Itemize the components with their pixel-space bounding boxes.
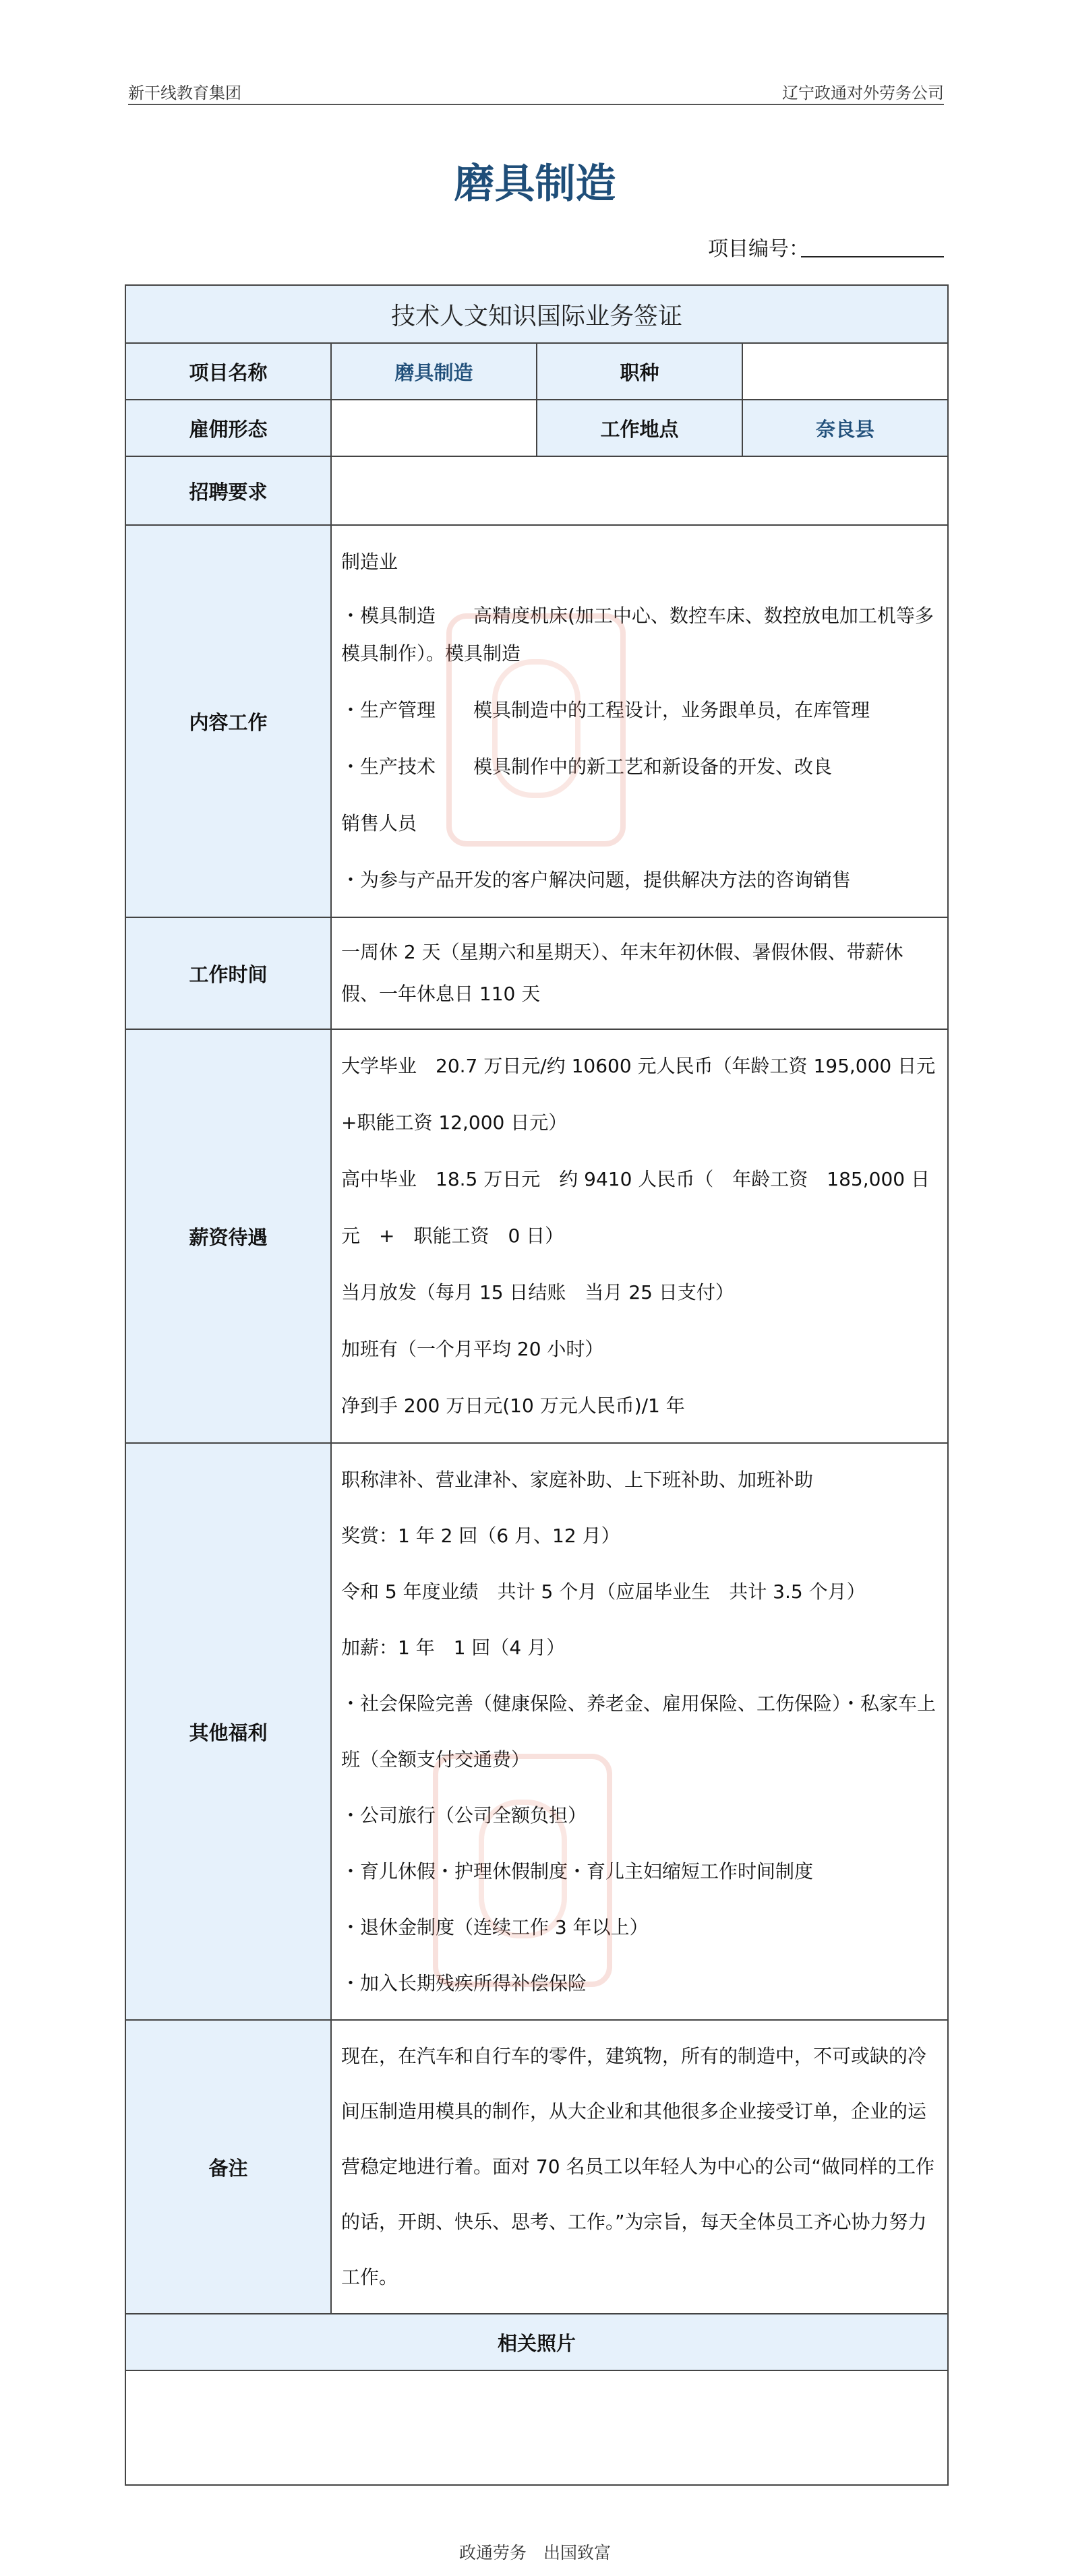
project-no-label: 项目编号： [708, 237, 809, 261]
cert-type: 技术人文知识国际业务签证 [125, 285, 948, 343]
list-item: 当月放发（每月 15 日结账 当月 25 日支付） [341, 1281, 734, 1304]
work-content-label: 内容工作 [125, 525, 331, 917]
list-item: ・生产技术 模具制作中的新工艺和新设备的开发、改良 [341, 756, 833, 778]
header-left-org: 新干线教育集团 [128, 84, 241, 102]
page-title: 磨具制造 [454, 160, 616, 208]
list-item: 大学毕业 20.7 万日元/约 10600 元人民币（年龄工资 195,000 日元+职能工资 12,000 日元） [341, 1055, 936, 1134]
list-item: 制造业 [341, 551, 398, 573]
location-value: 奈良县 [742, 400, 948, 456]
work-time-value: 一周休 2 天（星期六和星期天）、年末年初休假、暑假休假、带薪休假、一年休息日 110 天 [331, 917, 948, 1029]
photos-area [125, 2370, 948, 2485]
photos-row [125, 2370, 948, 2485]
remarks-label: 备注 [125, 2020, 331, 2314]
table-row [125, 1029, 948, 1443]
welfare-label: 其他福利 [125, 1443, 331, 2020]
table-row [125, 343, 948, 400]
job-type-label: 职种 [537, 343, 742, 400]
salary-label: 薪资待遇 [125, 1029, 331, 1443]
work-time-label: 工作时间 [125, 917, 331, 1029]
photos-label: 相关照片 [125, 2314, 948, 2370]
employment-label: 雇佣形态 [125, 400, 331, 456]
salary-value [331, 1029, 948, 1443]
list-item: 加薪：1 年 1 回（4 月） [341, 1636, 566, 1659]
table-row [125, 456, 948, 525]
header-right-org: 辽宁政通对外劳务公司 [782, 84, 944, 102]
list-item: ・加入长期残疾所得补偿保险 [341, 1972, 587, 1994]
list-item: ・退休金制度（连续工作 3 年以上） [341, 1916, 649, 1938]
table-row [125, 525, 948, 917]
list-item: 加班有（一个月平均 20 小时） [341, 1338, 604, 1360]
page-footer: 政通劳务 出国致富 [458, 2543, 611, 2563]
table-row [125, 400, 948, 456]
employment-value [331, 400, 537, 456]
recruit-value [331, 456, 948, 525]
list-item: ・为参与产品开发的客户解决问题，提供解决方法的咨询销售 [341, 869, 852, 891]
list-item: 奖赏：1 年 2 回（6 月、12 月） [341, 1525, 620, 1547]
welfare-value [331, 1443, 948, 2020]
project-name-value: 磨具制造 [331, 343, 537, 400]
location-label: 工作地点 [537, 400, 742, 456]
page-header [128, 75, 944, 105]
job-info-table [125, 284, 949, 2486]
photos-header-row [125, 2314, 948, 2370]
table-row [125, 917, 948, 1029]
project-no-blank [801, 256, 944, 257]
list-item: 净到手 200 万日元(10 万元人民币)/1 年 [341, 1394, 685, 1417]
list-item: ・公司旅行（公司全额负担） [341, 1804, 587, 1827]
table-row [125, 1443, 948, 2020]
list-item: ・生产管理 模具制造中的工程设计，业务跟单员，在库管理 [341, 699, 870, 721]
list-item: 令和 5 年度业绩 共计 5 个月（应届毕业生 共计 3.5 个月） [341, 1581, 866, 1603]
list-item: 职称津补、营业津补、家庭补助、上下班补助、加班补助 [341, 1469, 814, 1491]
cert-row [125, 285, 948, 343]
project-name-label: 项目名称 [125, 343, 331, 400]
work-content-value [331, 525, 948, 917]
list-item: 销售人员 [341, 812, 417, 834]
list-item: 高中毕业 18.5 万日元 约 9410 人民币（ 年龄工资 185,000 日元 + 职能工资 0 日） [341, 1168, 930, 1247]
recruit-label: 招聘要求 [125, 456, 331, 525]
list-item: ・育儿休假・护理休假制度・育儿主妇缩短工作时间制度 [341, 1860, 814, 1882]
job-type-value [742, 343, 948, 400]
table-row [125, 2020, 948, 2314]
list-item: ・社会保险完善（健康保险、养老金、雇用保险、工伤保险）・私家车上班（全额支付交通费） [341, 1692, 937, 1771]
remarks-value: 现在，在汽车和自行车的零件，建筑物，所有的制造中，不可或缺的冷间压制造用模具的制作，从大企业和其他很多企业接受订单，企业的运营稳定地进行着。面对 70 名员工以年轻人为中心的公司“做同样的工作的话，开朗、快乐、思考、工作。”为宗旨，每天全体员工齐心协力努力工作。 [331, 2020, 948, 2314]
list-item: ・模具制造 高精度机床(加工中心、数控车床、数控放电加工机等多模具制作）。模具制造 [341, 605, 934, 665]
